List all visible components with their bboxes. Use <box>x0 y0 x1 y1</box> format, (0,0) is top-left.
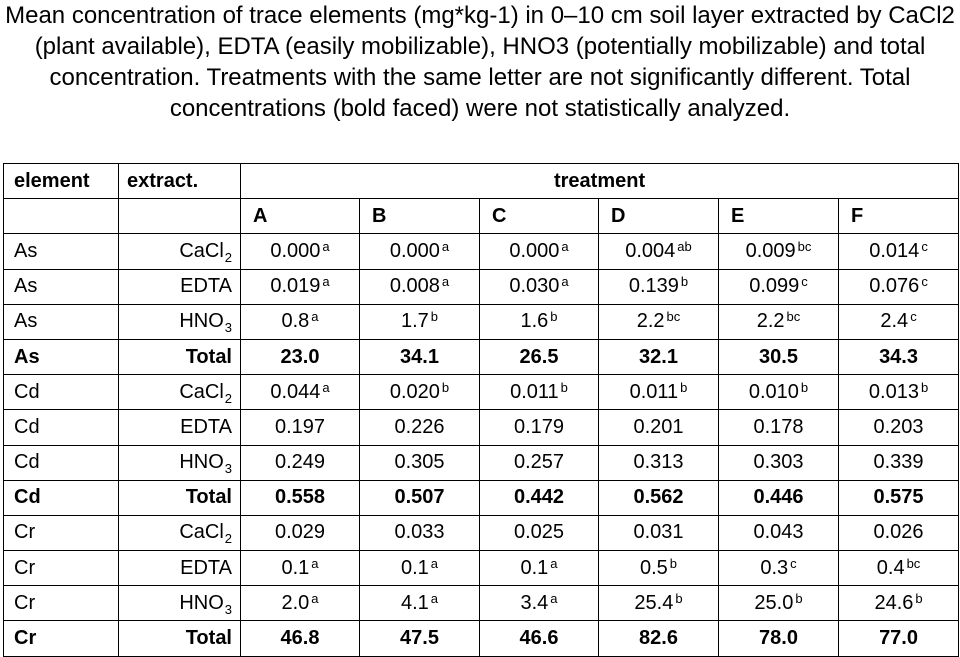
cell-value <box>480 410 599 445</box>
cell-element: As <box>4 339 119 374</box>
value-number: 2.2 <box>636 310 665 333</box>
cell-value <box>599 621 719 656</box>
value-number: 0.4 <box>876 556 905 579</box>
extract-label: EDTA <box>180 415 232 438</box>
cell-extract <box>119 445 241 480</box>
extract-subscript: 3 <box>224 461 232 477</box>
significance-letter: a <box>322 274 330 290</box>
cell-extract <box>119 339 241 374</box>
cell-extract <box>119 551 241 586</box>
value-number: 2.0 <box>281 591 310 614</box>
table-row <box>4 515 959 550</box>
cell-extract <box>119 304 241 339</box>
cell-value <box>719 480 839 515</box>
extract-subscript: 3 <box>224 601 232 617</box>
header-treatment-f: F <box>839 199 959 234</box>
extract-label: Total <box>185 345 232 368</box>
cell-value <box>480 445 599 480</box>
value-number: 78.0 <box>759 627 798 650</box>
extract-label: HNO <box>179 451 224 474</box>
significance-letter: b <box>915 590 923 606</box>
cell-element: Cd <box>4 445 119 480</box>
header-row-1 <box>4 164 959 199</box>
value-number: 0.1 <box>400 556 429 579</box>
significance-letter: a <box>322 238 330 254</box>
extract-subscript: 2 <box>224 531 232 547</box>
value-number: 25.0 <box>754 591 794 614</box>
value-number: 0.249 <box>274 451 326 474</box>
cell-value <box>241 269 360 304</box>
cell-value <box>360 515 480 550</box>
significance-letter: a <box>311 309 319 325</box>
cell-extract <box>119 480 241 515</box>
value-number: 0.000 <box>509 239 560 262</box>
cell-value <box>480 480 599 515</box>
cell-value <box>719 515 839 550</box>
cell-value <box>599 234 719 269</box>
value-number: 34.1 <box>400 345 439 368</box>
table-row <box>4 269 959 304</box>
significance-letter: a <box>550 590 558 606</box>
cell-element: Cr <box>4 515 119 550</box>
significance-letter: b <box>680 379 688 395</box>
cell-value <box>241 586 360 621</box>
header-extract: extract. <box>119 164 241 199</box>
cell-value <box>599 339 719 374</box>
value-number: 26.5 <box>519 345 559 368</box>
value-number: 0.008 <box>389 275 440 298</box>
cell-value <box>241 234 360 269</box>
value-number: 0.226 <box>394 415 445 438</box>
value-number: 0.558 <box>274 486 326 509</box>
cell-value <box>360 339 480 374</box>
cell-extract <box>119 234 241 269</box>
value-number: 30.5 <box>759 345 798 368</box>
header-treatment-b: B <box>360 199 480 234</box>
value-number: 0.025 <box>513 521 565 544</box>
cell-value <box>360 375 480 410</box>
value-number: 0.442 <box>513 486 565 509</box>
extract-label: HNO <box>179 591 224 614</box>
value-number: 0.020 <box>389 380 440 403</box>
cell-element: Cd <box>4 375 119 410</box>
cell-value <box>599 269 719 304</box>
table-caption: Mean concentration of trace elements (mg*kg-1) in 0–10 cm soil layer extracted by CaCl2 (plant available), EDTA (easily mobilizable), HNO3 (potentially mobilizable) and total concentration. Treatments with the same letter are not significantly different. Total concentrations (bold faced) were not statistically analyzed. <box>5 2 955 122</box>
cell-element: Cr <box>4 621 119 656</box>
significance-letter: a <box>430 590 439 606</box>
value-number: 0.3 <box>760 556 789 579</box>
value-number: 0.179 <box>513 415 565 438</box>
cell-value <box>241 375 360 410</box>
cell-value <box>839 269 959 304</box>
value-number: 0.339 <box>873 451 924 474</box>
cell-value <box>719 269 839 304</box>
significance-letter: a <box>561 238 569 254</box>
table-row <box>4 304 959 339</box>
significance-letter: bc <box>666 309 681 325</box>
cell-value <box>241 445 360 480</box>
cell-value <box>599 586 719 621</box>
value-number: 0.043 <box>753 521 804 544</box>
extract-label: CaCl <box>179 239 224 262</box>
cell-value <box>599 410 719 445</box>
cell-value <box>719 339 839 374</box>
cell-value <box>719 410 839 445</box>
cell-extract <box>119 269 241 304</box>
value-number: 1.6 <box>520 310 549 333</box>
significance-letter: a <box>550 555 558 571</box>
value-number: 34.3 <box>879 345 918 368</box>
value-number: 0.044 <box>270 380 321 403</box>
table-row <box>4 586 959 621</box>
value-number: 47.5 <box>400 627 439 650</box>
extract-subscript: 2 <box>224 249 232 265</box>
header-blank-extract <box>119 199 241 234</box>
value-number: 0.507 <box>394 486 445 509</box>
cell-value <box>360 410 480 445</box>
significance-letter: b <box>430 309 439 325</box>
value-number: 0.026 <box>873 521 924 544</box>
value-number: 0.305 <box>394 451 445 474</box>
cell-value <box>839 304 959 339</box>
cell-value <box>241 515 360 550</box>
header-treatment-d: D <box>599 199 719 234</box>
extract-label: Total <box>185 486 232 509</box>
extract-label: CaCl <box>179 380 224 403</box>
value-number: 23.0 <box>280 345 320 368</box>
significance-letter: b <box>441 379 450 395</box>
cell-value <box>360 445 480 480</box>
table-row <box>4 551 959 586</box>
value-number: 0.011 <box>629 380 679 403</box>
header-treatment-a: A <box>241 199 360 234</box>
value-number: 77.0 <box>879 627 918 650</box>
value-number: 4.1 <box>400 591 429 614</box>
significance-letter: a <box>311 590 319 606</box>
cell-value <box>719 621 839 656</box>
extract-subscript: 2 <box>224 390 232 406</box>
header-element: element <box>4 164 119 199</box>
extract-label: CaCl <box>179 521 224 544</box>
significance-letter: a <box>441 274 450 290</box>
value-number: 0.257 <box>513 451 565 474</box>
value-number: 0.000 <box>389 239 440 262</box>
cell-value <box>480 339 599 374</box>
table-row <box>4 339 959 374</box>
significance-letter: b <box>920 379 929 395</box>
cell-value <box>599 375 719 410</box>
extract-subscript: 3 <box>224 320 232 336</box>
value-number: 0.1 <box>281 556 310 579</box>
cell-value <box>480 551 599 586</box>
value-number: 0.099 <box>749 275 800 298</box>
significance-letter: ab <box>677 238 692 254</box>
value-number: 0.313 <box>633 451 684 474</box>
cell-value <box>719 304 839 339</box>
significance-letter: b <box>680 274 689 290</box>
cell-value <box>839 375 959 410</box>
cell-value <box>599 515 719 550</box>
cell-value <box>719 586 839 621</box>
value-number: 0.014 <box>869 239 920 262</box>
value-number: 0.203 <box>873 415 924 438</box>
cell-value <box>480 304 599 339</box>
cell-value <box>480 515 599 550</box>
significance-letter: b <box>560 379 568 395</box>
value-number: 0.5 <box>639 556 668 579</box>
significance-letter: a <box>441 238 450 254</box>
significance-letter: a <box>322 379 330 395</box>
value-number: 0.009 <box>745 239 796 262</box>
cell-element: Cr <box>4 551 119 586</box>
cell-value <box>360 551 480 586</box>
cell-value <box>241 621 360 656</box>
extract-label: EDTA <box>180 275 232 298</box>
cell-value <box>241 304 360 339</box>
cell-value <box>480 621 599 656</box>
cell-value <box>599 304 719 339</box>
header-row-2 <box>4 199 959 234</box>
extract-label: HNO <box>179 310 224 333</box>
cell-value <box>719 375 839 410</box>
table-row <box>4 445 959 480</box>
significance-letter: b <box>800 379 809 395</box>
value-number: 0.575 <box>873 486 924 509</box>
header-blank-element <box>4 199 119 234</box>
significance-letter: b <box>669 555 678 571</box>
value-number: 0.019 <box>270 275 321 298</box>
value-number: 0.004 <box>625 239 676 262</box>
cell-value <box>839 515 959 550</box>
cell-element: Cr <box>4 586 119 621</box>
significance-letter: b <box>795 590 803 606</box>
cell-value <box>839 480 959 515</box>
table-row <box>4 375 959 410</box>
cell-element: Cd <box>4 410 119 445</box>
value-number: 0.033 <box>394 521 445 544</box>
value-number: 2.4 <box>880 310 909 333</box>
cell-extract <box>119 375 241 410</box>
table-body <box>4 164 959 657</box>
significance-letter: c <box>910 309 917 325</box>
cell-value <box>480 586 599 621</box>
value-number: 0.010 <box>748 380 799 403</box>
value-number: 0.029 <box>274 521 326 544</box>
cell-value <box>241 410 360 445</box>
cell-value <box>360 234 480 269</box>
value-number: 3.4 <box>520 591 549 614</box>
value-number: 0.178 <box>753 415 804 438</box>
trace-elements-table <box>3 163 959 657</box>
value-number: 0.1 <box>520 556 549 579</box>
value-number: 0.139 <box>628 275 679 298</box>
significance-letter: bc <box>786 309 801 325</box>
value-number: 24.6 <box>874 591 914 614</box>
header-treatment: treatment <box>241 164 959 199</box>
value-number: 2.2 <box>756 310 785 333</box>
cell-element: As <box>4 304 119 339</box>
cell-value <box>360 269 480 304</box>
value-number: 32.1 <box>639 345 678 368</box>
cell-value <box>599 480 719 515</box>
cell-value <box>839 586 959 621</box>
table-row <box>4 410 959 445</box>
significance-letter: bc <box>906 555 921 571</box>
value-number: 46.6 <box>519 627 559 650</box>
value-number: 46.8 <box>280 627 320 650</box>
significance-letter: a <box>430 555 439 571</box>
value-number: 0.000 <box>270 239 321 262</box>
value-number: 0.201 <box>633 415 684 438</box>
cell-value <box>839 445 959 480</box>
cell-extract <box>119 621 241 656</box>
cell-value <box>360 621 480 656</box>
cell-value <box>839 621 959 656</box>
cell-extract <box>119 586 241 621</box>
header-treatment-c: C <box>480 199 599 234</box>
significance-letter: b <box>675 590 683 606</box>
significance-letter: c <box>921 238 928 254</box>
value-number: 82.6 <box>639 627 678 650</box>
cell-value <box>241 551 360 586</box>
cell-value <box>480 234 599 269</box>
cell-value <box>839 234 959 269</box>
table-row <box>4 480 959 515</box>
cell-value <box>480 375 599 410</box>
value-number: 1.7 <box>400 310 429 333</box>
significance-letter: a <box>561 274 569 290</box>
header-treatment-e: E <box>719 199 839 234</box>
cell-extract <box>119 410 241 445</box>
significance-letter: c <box>801 274 808 290</box>
value-number: 25.4 <box>634 591 674 614</box>
value-number: 0.011 <box>510 380 559 403</box>
cell-value <box>360 586 480 621</box>
cell-value <box>719 551 839 586</box>
cell-value <box>719 234 839 269</box>
extract-label: EDTA <box>180 556 232 579</box>
table-row <box>4 234 959 269</box>
value-number: 0.197 <box>274 415 326 438</box>
extract-label: Total <box>185 627 232 650</box>
cell-value <box>241 339 360 374</box>
cell-value <box>599 551 719 586</box>
cell-element: As <box>4 269 119 304</box>
cell-extract <box>119 515 241 550</box>
cell-element: Cd <box>4 480 119 515</box>
significance-letter: c <box>921 274 928 290</box>
value-number: 0.303 <box>753 451 804 474</box>
value-number: 0.076 <box>869 275 920 298</box>
cell-value <box>241 480 360 515</box>
value-number: 0.031 <box>633 521 684 544</box>
cell-element: As <box>4 234 119 269</box>
value-number: 0.030 <box>509 275 560 298</box>
cell-value <box>360 304 480 339</box>
value-number: 0.8 <box>281 310 310 333</box>
cell-value <box>719 445 839 480</box>
value-number: 0.013 <box>868 380 919 403</box>
cell-value <box>839 551 959 586</box>
cell-value <box>839 410 959 445</box>
cell-value <box>360 480 480 515</box>
table-row <box>4 621 959 656</box>
value-number: 0.446 <box>753 486 804 509</box>
significance-letter: c <box>790 555 797 571</box>
cell-value <box>839 339 959 374</box>
cell-value <box>599 445 719 480</box>
cell-value <box>480 269 599 304</box>
value-number: 0.562 <box>633 486 684 509</box>
significance-letter: a <box>311 555 319 571</box>
significance-letter: b <box>550 309 558 325</box>
significance-letter: bc <box>797 238 812 254</box>
